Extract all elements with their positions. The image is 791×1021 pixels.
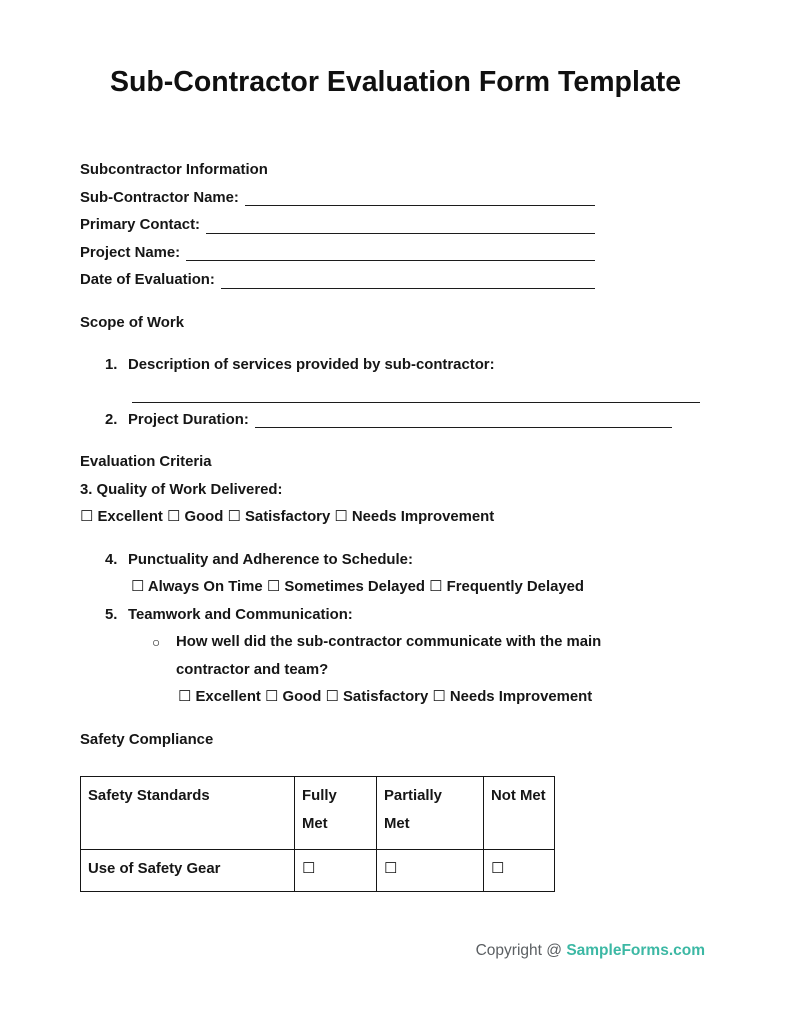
subcontractor-info-heading: Subcontractor Information: [80, 162, 268, 178]
project-duration-blank-line[interactable]: [255, 427, 672, 428]
field-row-date-of-evaluation: [80, 267, 595, 295]
list-item-2-label: Project Duration:: [128, 411, 249, 428]
checkbox-option-good[interactable]: ☐ Good: [167, 509, 224, 525]
subcontractor-name-blank-line[interactable]: [245, 205, 595, 206]
list-item-4-label: Punctuality and Adherence to Schedule:: [128, 551, 413, 568]
project-name-label: Project Name:: [80, 244, 181, 261]
circle-bullet-icon: ○: [152, 635, 161, 650]
item-5-question: How well did the sub-contractor communicate with the main contractor and team?: [176, 634, 602, 678]
evaluation-criteria-heading: Evaluation Criteria: [80, 454, 212, 470]
checkbox-option-satisfactory[interactable]: ☐ Satisfactory: [227, 509, 331, 525]
list-item-5-label: Teamwork and Communication:: [128, 606, 353, 623]
item-4-options: [131, 574, 711, 602]
header-partially-met: [377, 777, 484, 850]
list-item-1: [80, 352, 711, 380]
field-row-subcontractor-name: [80, 185, 595, 213]
cell-use-of-safety-gear-label: Use of Safety Gear: [81, 850, 295, 892]
field-row-project-name: [80, 240, 595, 268]
list-item-2: [80, 407, 672, 435]
checkbox-option-communication-good[interactable]: ☐ Good: [265, 689, 322, 705]
primary-contact-label: Primary Contact:: [80, 217, 200, 233]
header-not-met: [484, 777, 555, 850]
list-item-5: [80, 602, 711, 630]
item-5-options: [178, 684, 711, 712]
date-of-evaluation-blank-line[interactable]: [221, 288, 595, 289]
checkbox-option-frequently-delayed[interactable]: ☐ Frequently Delayed: [429, 579, 585, 595]
checkbox-option-sometimes-delayed[interactable]: ☐ Sometimes Delayed: [266, 579, 426, 595]
safety-gear-fully-met-checkbox[interactable]: ☐: [295, 850, 377, 892]
project-name-blank-line[interactable]: [186, 260, 595, 261]
header-partially-met-label: Partially Met: [384, 788, 442, 832]
sampleforms-link[interactable]: SampleForms.com: [566, 942, 705, 959]
header-fully-met: [295, 777, 377, 850]
checkbox-option-communication-satisfactory[interactable]: ☐ Satisfactory: [325, 689, 429, 705]
description-blank-line[interactable]: [132, 380, 700, 403]
header-not-met-label: Not Met: [491, 788, 546, 804]
checkbox-option-communication-needs-improvement[interactable]: ☐ Needs Improvement: [432, 689, 593, 705]
checkbox-option-always-on-time[interactable]: ☐ Always On Time: [131, 579, 263, 595]
safety-table-row-use-of-safety-gear: [81, 850, 555, 892]
checkbox-option-communication-excellent[interactable]: ☐ Excellent: [178, 689, 261, 705]
item-3-options: [80, 504, 711, 532]
copyright-text: Copyright @: [475, 942, 562, 959]
date-of-evaluation-label: Date of Evaluation:: [80, 272, 215, 288]
page-title: Sub-Contractor Evaluation Form Template: [109, 66, 682, 98]
safety-gear-partially-met-checkbox[interactable]: ☐: [377, 850, 484, 892]
checkbox-option-needs-improvement[interactable]: ☐ Needs Improvement: [334, 509, 495, 525]
safety-table-header-row: [81, 777, 555, 850]
list-item-4: [80, 547, 711, 575]
primary-contact-blank-line[interactable]: [206, 233, 595, 234]
safety-gear-not-met-checkbox[interactable]: ☐: [484, 850, 555, 892]
checkbox-option-excellent[interactable]: ☐ Excellent: [80, 509, 163, 525]
footer: [80, 940, 711, 961]
item-5-question-row: [80, 629, 711, 684]
list-item-1-number: 1.: [105, 357, 118, 373]
list-item-5-number: 5.: [105, 606, 118, 623]
safety-standards-table: [80, 776, 555, 892]
item-3-label: 3. Quality of Work Delivered:: [80, 481, 283, 498]
header-safety-standards: Safety Standards: [81, 777, 295, 850]
list-item-1-label: Description of services provided by sub-contractor:: [128, 357, 495, 373]
scope-of-work-heading: Scope of Work: [80, 314, 184, 331]
list-item-2-number: 2.: [105, 411, 118, 428]
header-fully-met-label: Fully Met: [302, 788, 337, 832]
subcontractor-name-label: Sub-Contractor Name:: [80, 189, 239, 206]
field-row-primary-contact: [80, 212, 595, 240]
safety-compliance-heading: Safety Compliance: [80, 731, 214, 748]
list-item-4-number: 4.: [105, 551, 118, 568]
